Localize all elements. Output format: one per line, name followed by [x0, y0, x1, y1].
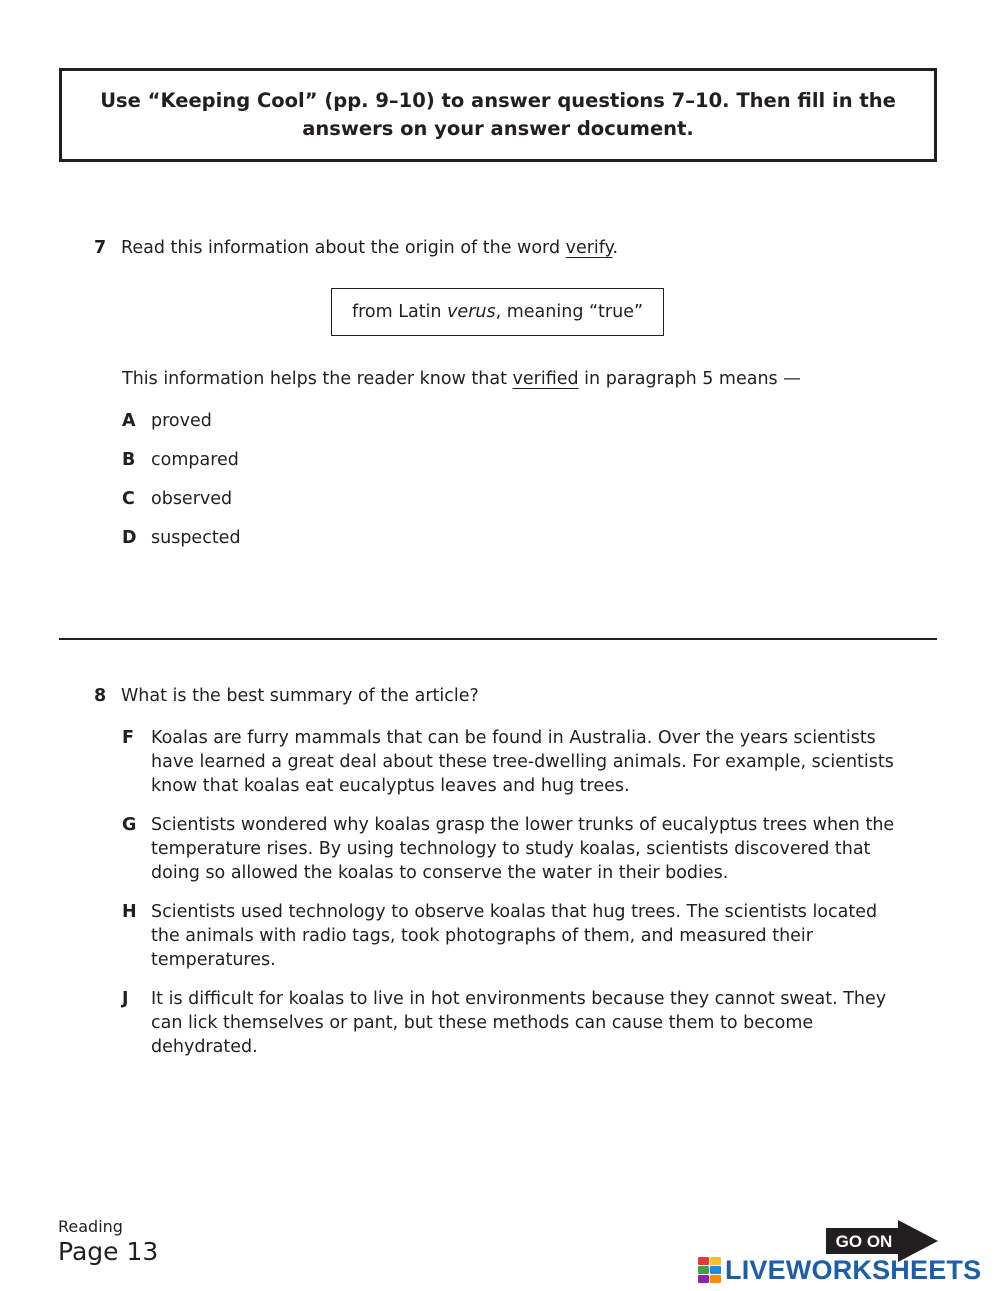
choice-text: suspected [151, 528, 241, 548]
question-stem: What is the best summary of the article? [121, 686, 479, 706]
question-number: 7 [94, 238, 107, 258]
instructions-box [59, 68, 937, 162]
subject-label: Reading [58, 1217, 123, 1236]
question-number: 8 [94, 686, 107, 706]
choice-text: Scientists used technology to observe koalas that hug trees. The scientists located the animals with radio tags, took photographs of them, and measured their temperatures. [151, 902, 878, 970]
instructions-line-2: answers on your answer document. [302, 117, 694, 140]
section-divider [59, 638, 937, 640]
choice-letter: G [122, 815, 137, 835]
page-number: Page 13 [58, 1237, 159, 1266]
choice-text: Koalas are furry mammals that can be found in Australia. Over the years scientists have learned a great deal about these tree-dwelling animals. For example, scientists know that koalas eat eucalyptus leaves and hug trees. [151, 728, 894, 796]
liveworksheets-logo-icon [698, 1257, 721, 1283]
liveworksheets-watermark [698, 1256, 981, 1284]
etymology-text: from Latin verus, meaning “true” [351, 302, 644, 322]
choice-text: proved [151, 411, 212, 431]
choice-text: compared [151, 450, 239, 470]
question-prompt: This information helps the reader know that verified in paragraph 5 means — [122, 369, 801, 389]
choice-letter: C [122, 489, 135, 509]
choice-letter: F [122, 728, 134, 748]
watermark-text: LIVEWORKSHEETS [725, 1255, 982, 1285]
instructions-text [100, 87, 896, 143]
prompt-word: verified [512, 369, 579, 389]
choice-letter: D [122, 528, 137, 548]
etymology-box [331, 288, 664, 336]
go-on-label: GO ON [835, 1232, 893, 1251]
instructions-line-1: Use “Keeping Cool” (pp. 9–10) to answer questions 7–10. Then fill in the [100, 89, 896, 112]
choice-text: Scientists wondered why koalas grasp the lower trunks of eucalyptus trees when the temperature rises. By using technology to study koalas, scientists discovered that doing so allowed the koalas to conserve the water in their bodies. [151, 815, 895, 883]
target-word: verify [565, 238, 613, 258]
choice-text: It is difficult for koalas to live in hot environments because they cannot sweat. They can lick themselves or pant, but these methods can cause them to become dehydrated. [151, 989, 887, 1057]
latin-root: verus [447, 302, 496, 322]
question-stem: Read this information about the origin of the word verify. [121, 238, 619, 258]
choice-text: observed [151, 489, 233, 509]
choice-letter: B [122, 450, 136, 470]
choice-letter: A [122, 411, 136, 431]
choice-letter: J [122, 989, 129, 1009]
choice-letter: H [122, 902, 137, 922]
